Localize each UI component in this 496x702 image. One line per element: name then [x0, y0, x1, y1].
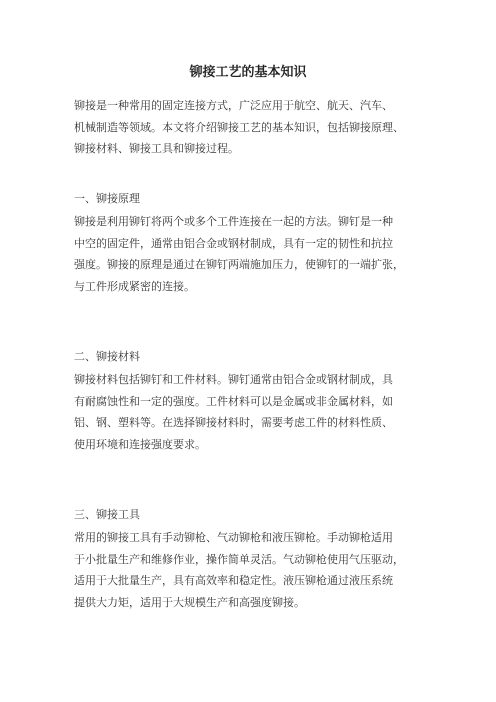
- section-body-materials: [74, 369, 436, 455]
- section-heading-principle: 一、铆接原理: [74, 192, 140, 205]
- body-line: 中空的固定件，通常由铝合金或钢材制成，具有一定的韧性和抗拉: [74, 236, 393, 250]
- section-body-principle: [74, 211, 436, 297]
- body-line: 强度。铆接的原理是通过在铆钉两端施加压力，使铆钉的一端扩张，: [74, 258, 404, 271]
- body-line: 常用的铆接工具有手动铆枪、气动铆枪和液压铆枪。手动铆枪适用: [74, 531, 393, 544]
- document-title: 铆接工艺的基本知识: [189, 65, 307, 80]
- body-line: 有耐腐蚀性和一定的强度。工件材料可以是金属或非金属材料，如: [74, 394, 393, 408]
- intro-line: 机械制造等领域。本文将介绍铆接工艺的基本知识，包括铆接原理、: [74, 120, 404, 134]
- body-line: 铝、钢、塑料等。在选择铆接材料时，需要考虑工件的材料性质、: [74, 416, 393, 429]
- section-heading-materials: 二、铆接材料: [74, 350, 140, 363]
- intro-line: 铆接材料、铆接工具和铆接过程。: [74, 142, 239, 155]
- section-heading-tools: 三、铆接工具: [74, 508, 140, 521]
- body-line: 铆接材料包括铆钉和工件材料。铆钉通常由铝合金或钢材制成，具: [74, 373, 393, 386]
- intro-paragraph: [74, 95, 436, 160]
- body-line: 使用环境和连接强度要求。: [74, 437, 206, 451]
- body-line: 铆接是利用铆钉将两个或多个工件连接在一起的方法。铆钉是一种: [74, 215, 393, 228]
- section-body-tools: [74, 527, 436, 613]
- body-line: 适用于大批量生产，具有高效率和稳定性。液压铆枪通过液压系统: [74, 574, 393, 587]
- body-line: 提供大力矩，适用于大规模生产和高强度铆接。: [74, 595, 305, 609]
- body-line: 于小批量生产和维修作业，操作简单灵活。气动铆枪使用气压驱动，: [74, 552, 404, 566]
- body-line: 与工件形成紧密的连接。: [74, 279, 195, 293]
- intro-line: 铆接是一种常用的固定连接方式，广泛应用于航空、航天、汽车、: [74, 99, 393, 112]
